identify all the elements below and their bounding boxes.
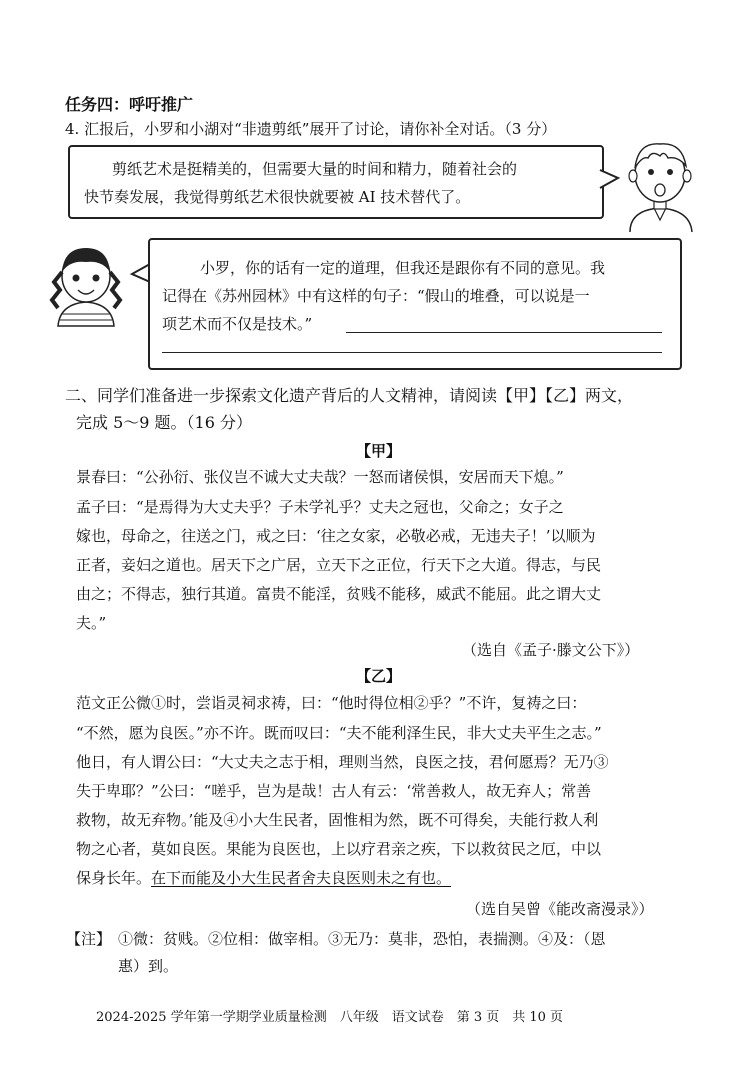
jia-source: （选自《孟子·滕文公下》） [462,641,640,659]
notes-line-1: ①微：贫贱。②位相：做宰相。③无乃：莫非，恐怕，表揣测。④及：（恩 [118,930,606,948]
yi-line-2: “不然，愿为良医。”亦不许。既而叹曰：“夫不能利泽生民，非大丈夫平生之志。” [76,724,602,742]
passage-jia-title: 【甲】 [356,442,402,460]
boy-avatar [620,136,702,234]
girl-speech-line-2: 记得在《苏州园林》中有这样的句子：“假山的堆叠，可以说是一 [162,287,590,305]
jia-line-4: 正者，妾妇之道也。居天下之广居，立天下之正位，行天下之大道。得志，与民 [76,556,602,574]
girl-speech-bubble [148,238,682,370]
yi-line-1: 范文正公微①时，尝诣灵祠求祷，曰：“他时得位相②乎？”不许，复祷之曰： [76,694,587,712]
jia-line-3: 嫁也，母命之，往送之门，戒之曰：‘往之女家，必敬必戒，无违夫子！’以顺为 [76,527,596,545]
yi-line-7 [76,863,451,893]
bubble-tail-right [598,168,620,192]
question-4: 4. 汇报后，小罗和小湖对“非遗剪纸”展开了讨论，请你补全对话。（3 分） [65,120,557,138]
yi-line-6: 物之心者，莫如良医。果能为良医也，上以疗君亲之疾，下以救贫民之厄，中以 [76,840,602,858]
girl-avatar [36,238,136,328]
underlined-sentence: 在下而能及小大生民者舍夫良医则未之有也。 [151,869,452,887]
boy-speech-bubble [68,145,604,219]
jia-line-2: 孟子曰：“是焉得为大丈夫乎？子未学礼乎？丈夫之冠也，父命之；女子之 [76,498,564,516]
jia-line-1: 景春曰：“公孙衍、张仪岂不诚大丈夫哉？一怒而诸侯惧，安居而天下熄。” [76,468,564,486]
section2-line-1: 二、同学们准备进一步探索文化遗产背后的人文精神，请阅读【甲】【乙】两文， [65,386,634,405]
answer-blank-line-1[interactable] [346,332,662,333]
boy-speech-line-1: 剪纸艺术是挺精美的，但需要大量的时间和精力，随着社会的 [112,160,518,178]
boy-speech-line-2: 快节奏发展，我觉得剪纸艺术很快就要被 AI 技术替代了。 [84,188,471,206]
yi-line-4: 失于卑耶？”公曰：“嗟乎，岂为是哉！古人有云：‘常善救人，故无弃人；常善 [76,782,592,800]
girl-speech-line-3: 项艺术而不仅是技术。” [162,315,313,333]
yi-source: （选自吴曾《能改斋漫录》） [466,900,654,918]
notes-label: 【注】 [66,930,112,948]
notes-line-2: 惠）到。 [118,957,179,975]
jia-line-6: 夫。” [76,614,107,632]
page-footer: 2024-2025 学年第一学期学业质量检测 八年级 语文试卷 第 3 页 共 10 页 [96,1010,564,1025]
answer-blank-line-2[interactable] [162,352,662,353]
jia-line-5: 由之；不得志，独行其道。富贵不能淫，贫贱不能移，威武不能屈。此之谓大丈 [76,585,602,603]
task-heading: 任务四：呼吁推广 [65,95,194,114]
section2-line-2: 完成 5～9 题。（16 分） [76,413,252,432]
yi-line-3: 他日，有人谓公曰：“大丈夫之志于相，理则当然，良医之技，君何愿焉？无乃③ [76,753,609,771]
passage-yi-title: 【乙】 [356,667,402,685]
girl-speech-line-1: 小罗，你的话有一定的道理，但我还是跟你有不同的意见。我 [200,259,606,277]
yi-line-5: 救物，故无弃物。’能及④小大生民者，固惟相为然，既不可得矣，夫能行救人利 [76,811,599,829]
yi-line-7-text: 保身长年。 [76,869,152,887]
